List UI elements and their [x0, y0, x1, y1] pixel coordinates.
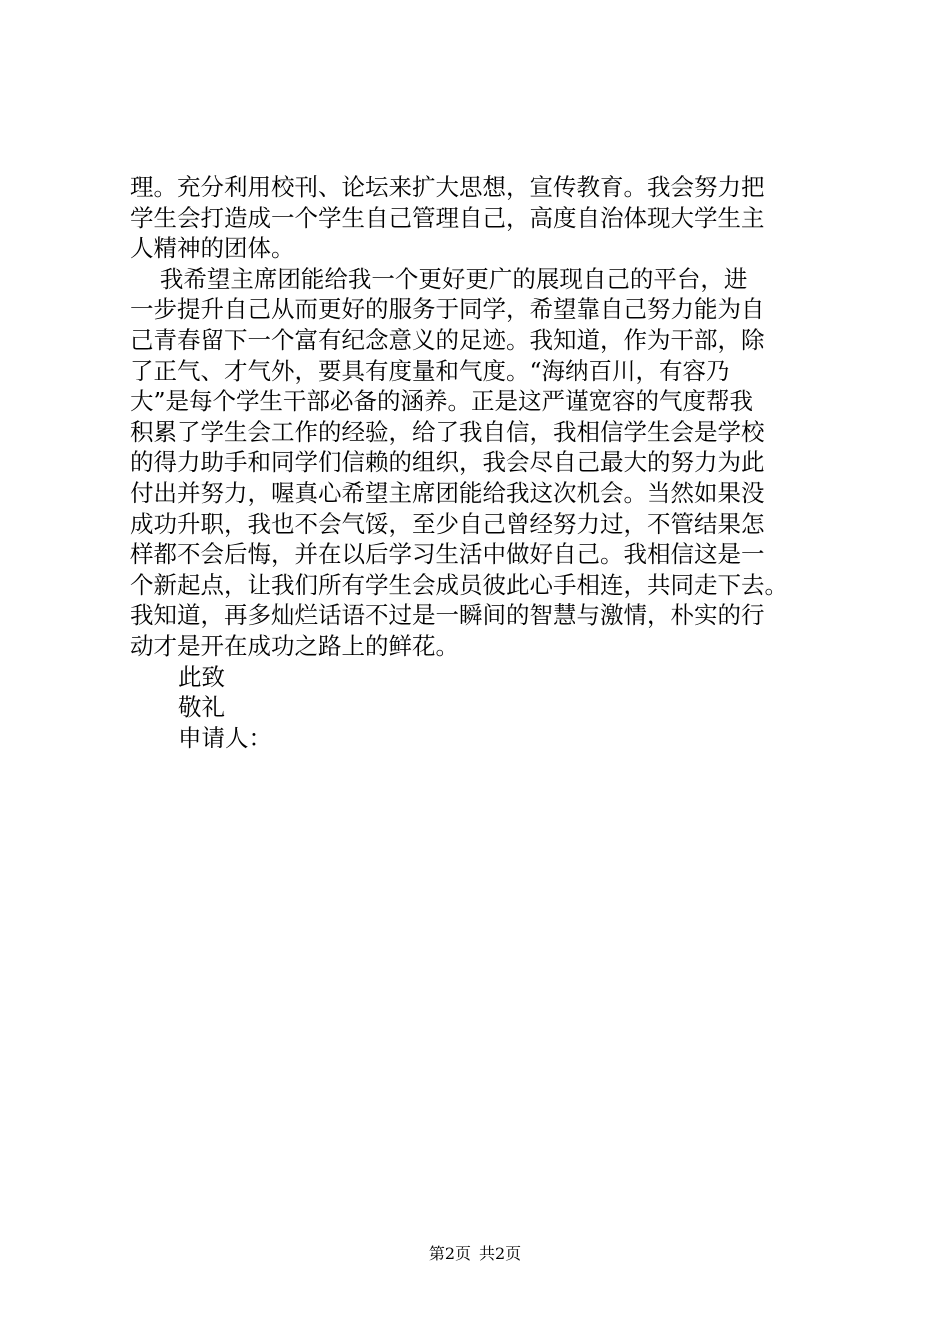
text-line: 动才是开在成功之路上的鲜花。: [130, 631, 459, 660]
paragraph-start-line: 我希望主席团能给我一个更好更广的展现自己的平台，进: [130, 264, 748, 293]
text-line: 人精神的团体。: [130, 234, 295, 263]
text-line: 我知道，再多灿烂话语不过是一瞬间的智慧与激情，朴实的行: [130, 601, 765, 630]
text-line: 成功升职，我也不会气馁，至少自己曾经努力过，不管结果怎: [130, 509, 765, 538]
text-line: 己青春留下一个富有纪念意义的足迹。我知道，作为干部，除: [130, 325, 765, 354]
text-line: 样都不会后悔，并在以后学习生活中做好自己。我相信这是一: [130, 540, 765, 569]
text-line: 个新起点，让我们所有学生会成员彼此心手相连，共同走下去。: [130, 570, 788, 599]
closing-regards: 敬礼: [178, 693, 225, 722]
letter-body: [130, 172, 830, 753]
closing-salutation: 此致: [178, 662, 225, 691]
applicant-label: 申请人：: [178, 723, 272, 752]
text-line: 积累了学生会工作的经验，给了我自信，我相信学生会是学校: [130, 417, 765, 446]
text-line: 付出并努力，喔真心希望主席团能给我这次机会。当然如果没: [130, 478, 765, 507]
text-line: 理。充分利用校刊、论坛来扩大思想，宣传教育。我会努力把: [130, 173, 765, 201]
text-line: 的得力助手和同学们信赖的组织，我会尽自己最大的努力为此: [130, 448, 765, 477]
page-number-total: 共2页: [479, 1244, 522, 1263]
page-footer: [0, 1244, 950, 1264]
page-number-current: 第2页: [428, 1244, 471, 1263]
text-line: 大”是每个学生干部必备的涵养。正是这严谨宽容的气度帮我: [130, 387, 754, 416]
text-line: 学生会打造成一个学生自己管理自己，高度自治体现大学生主: [130, 203, 765, 232]
text-line: 了正气、才气外，要具有度量和气度。“海纳百川，有容乃: [130, 356, 730, 385]
text-line: 一步提升自己从而更好的服务于同学，希望靠自己努力能为自: [130, 295, 765, 324]
